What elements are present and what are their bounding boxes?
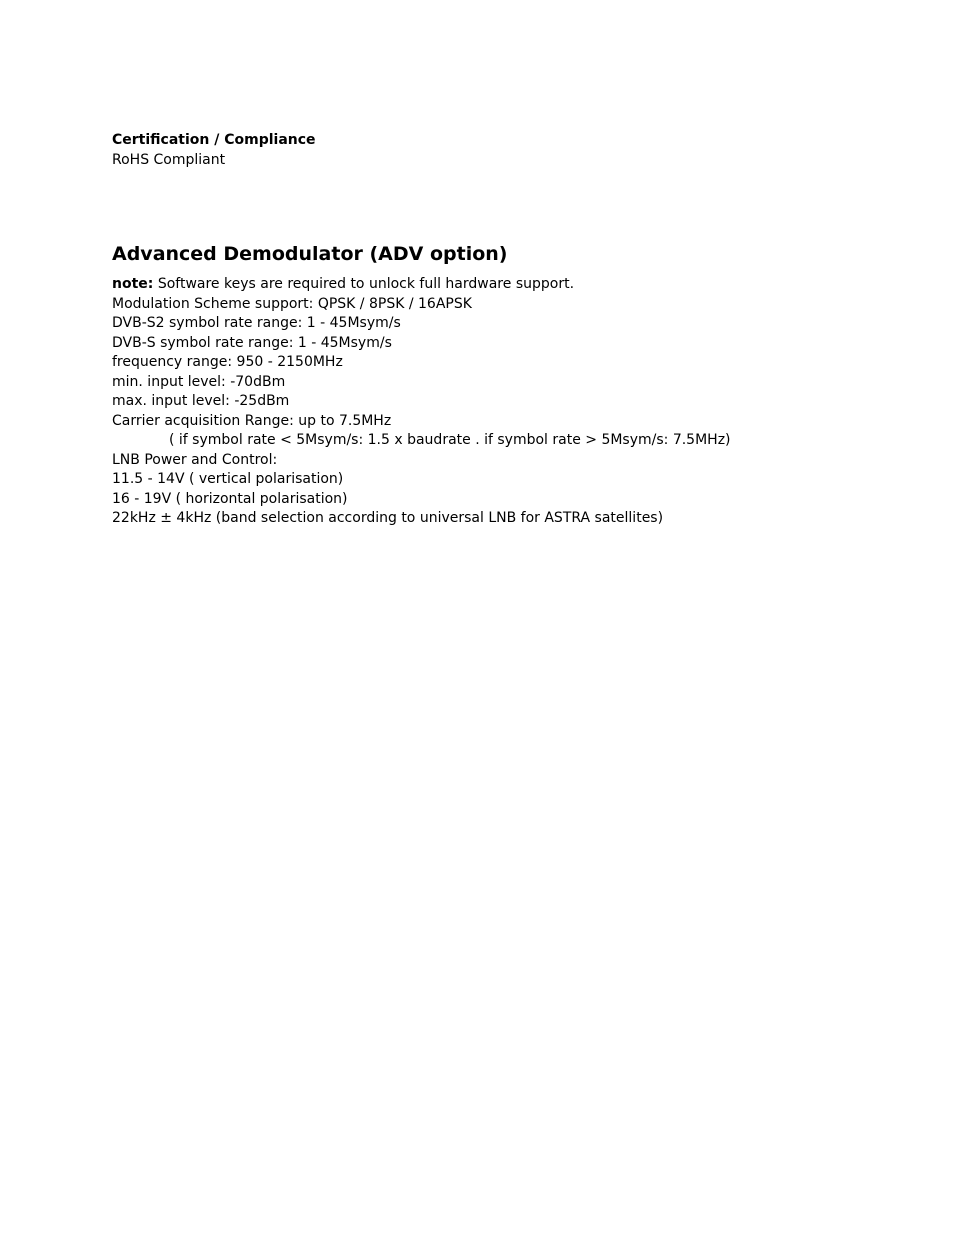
spec-line-dvbs-symbol-rate: DVB-S symbol rate range: 1 - 45Msym/s (112, 334, 392, 351)
spec-line-carrier-acquisition-detail: ( if symbol rate < 5Msym/s: 1.5 x baudrate . if symbol rate > 5Msym/s: 7.5MHz) (169, 432, 731, 448)
certification-title: Certification / Compliance (112, 132, 316, 148)
spec-line-dvbs2-symbol-rate: DVB-S2 symbol rate range: 1 - 45Msym/s (112, 315, 401, 331)
spec-line-22khz: 22kHz ± 4kHz (band selection according to universal LNB for ASTRA satellites) (112, 510, 664, 526)
certification-section (112, 131, 872, 170)
spec-line-lnb-power: LNB Power and Control: (112, 451, 278, 468)
spec-line-carrier-acquisition: Carrier acquisition Range: up to 7.5MHz (112, 412, 392, 429)
spec-line-frequency-range: frequency range: 950 - 2150MHz (112, 354, 343, 370)
note-line (112, 275, 872, 295)
spec-line-modulation: Modulation Scheme support: QPSK / 8PSK / 16APSK (112, 295, 472, 312)
spec-line-max-input: max. input level: -25dBm (112, 393, 290, 409)
certification-value: RoHS Compliant (112, 151, 226, 168)
spec-line-min-input: min. input level: -70dBm (112, 373, 286, 390)
spec-line-horizontal-polarisation: 16 - 19V ( horizontal polarisation) (112, 490, 348, 507)
spec-line-vertical-polarisation: 11.5 - 14V ( vertical polarisation) (112, 471, 344, 487)
section-heading: Advanced Demodulator (ADV option) (112, 243, 508, 265)
note-text: Software keys are required to unlock full hardware support. (153, 276, 575, 292)
note-label: note: (112, 276, 154, 292)
advanced-demodulator-section (112, 241, 872, 529)
